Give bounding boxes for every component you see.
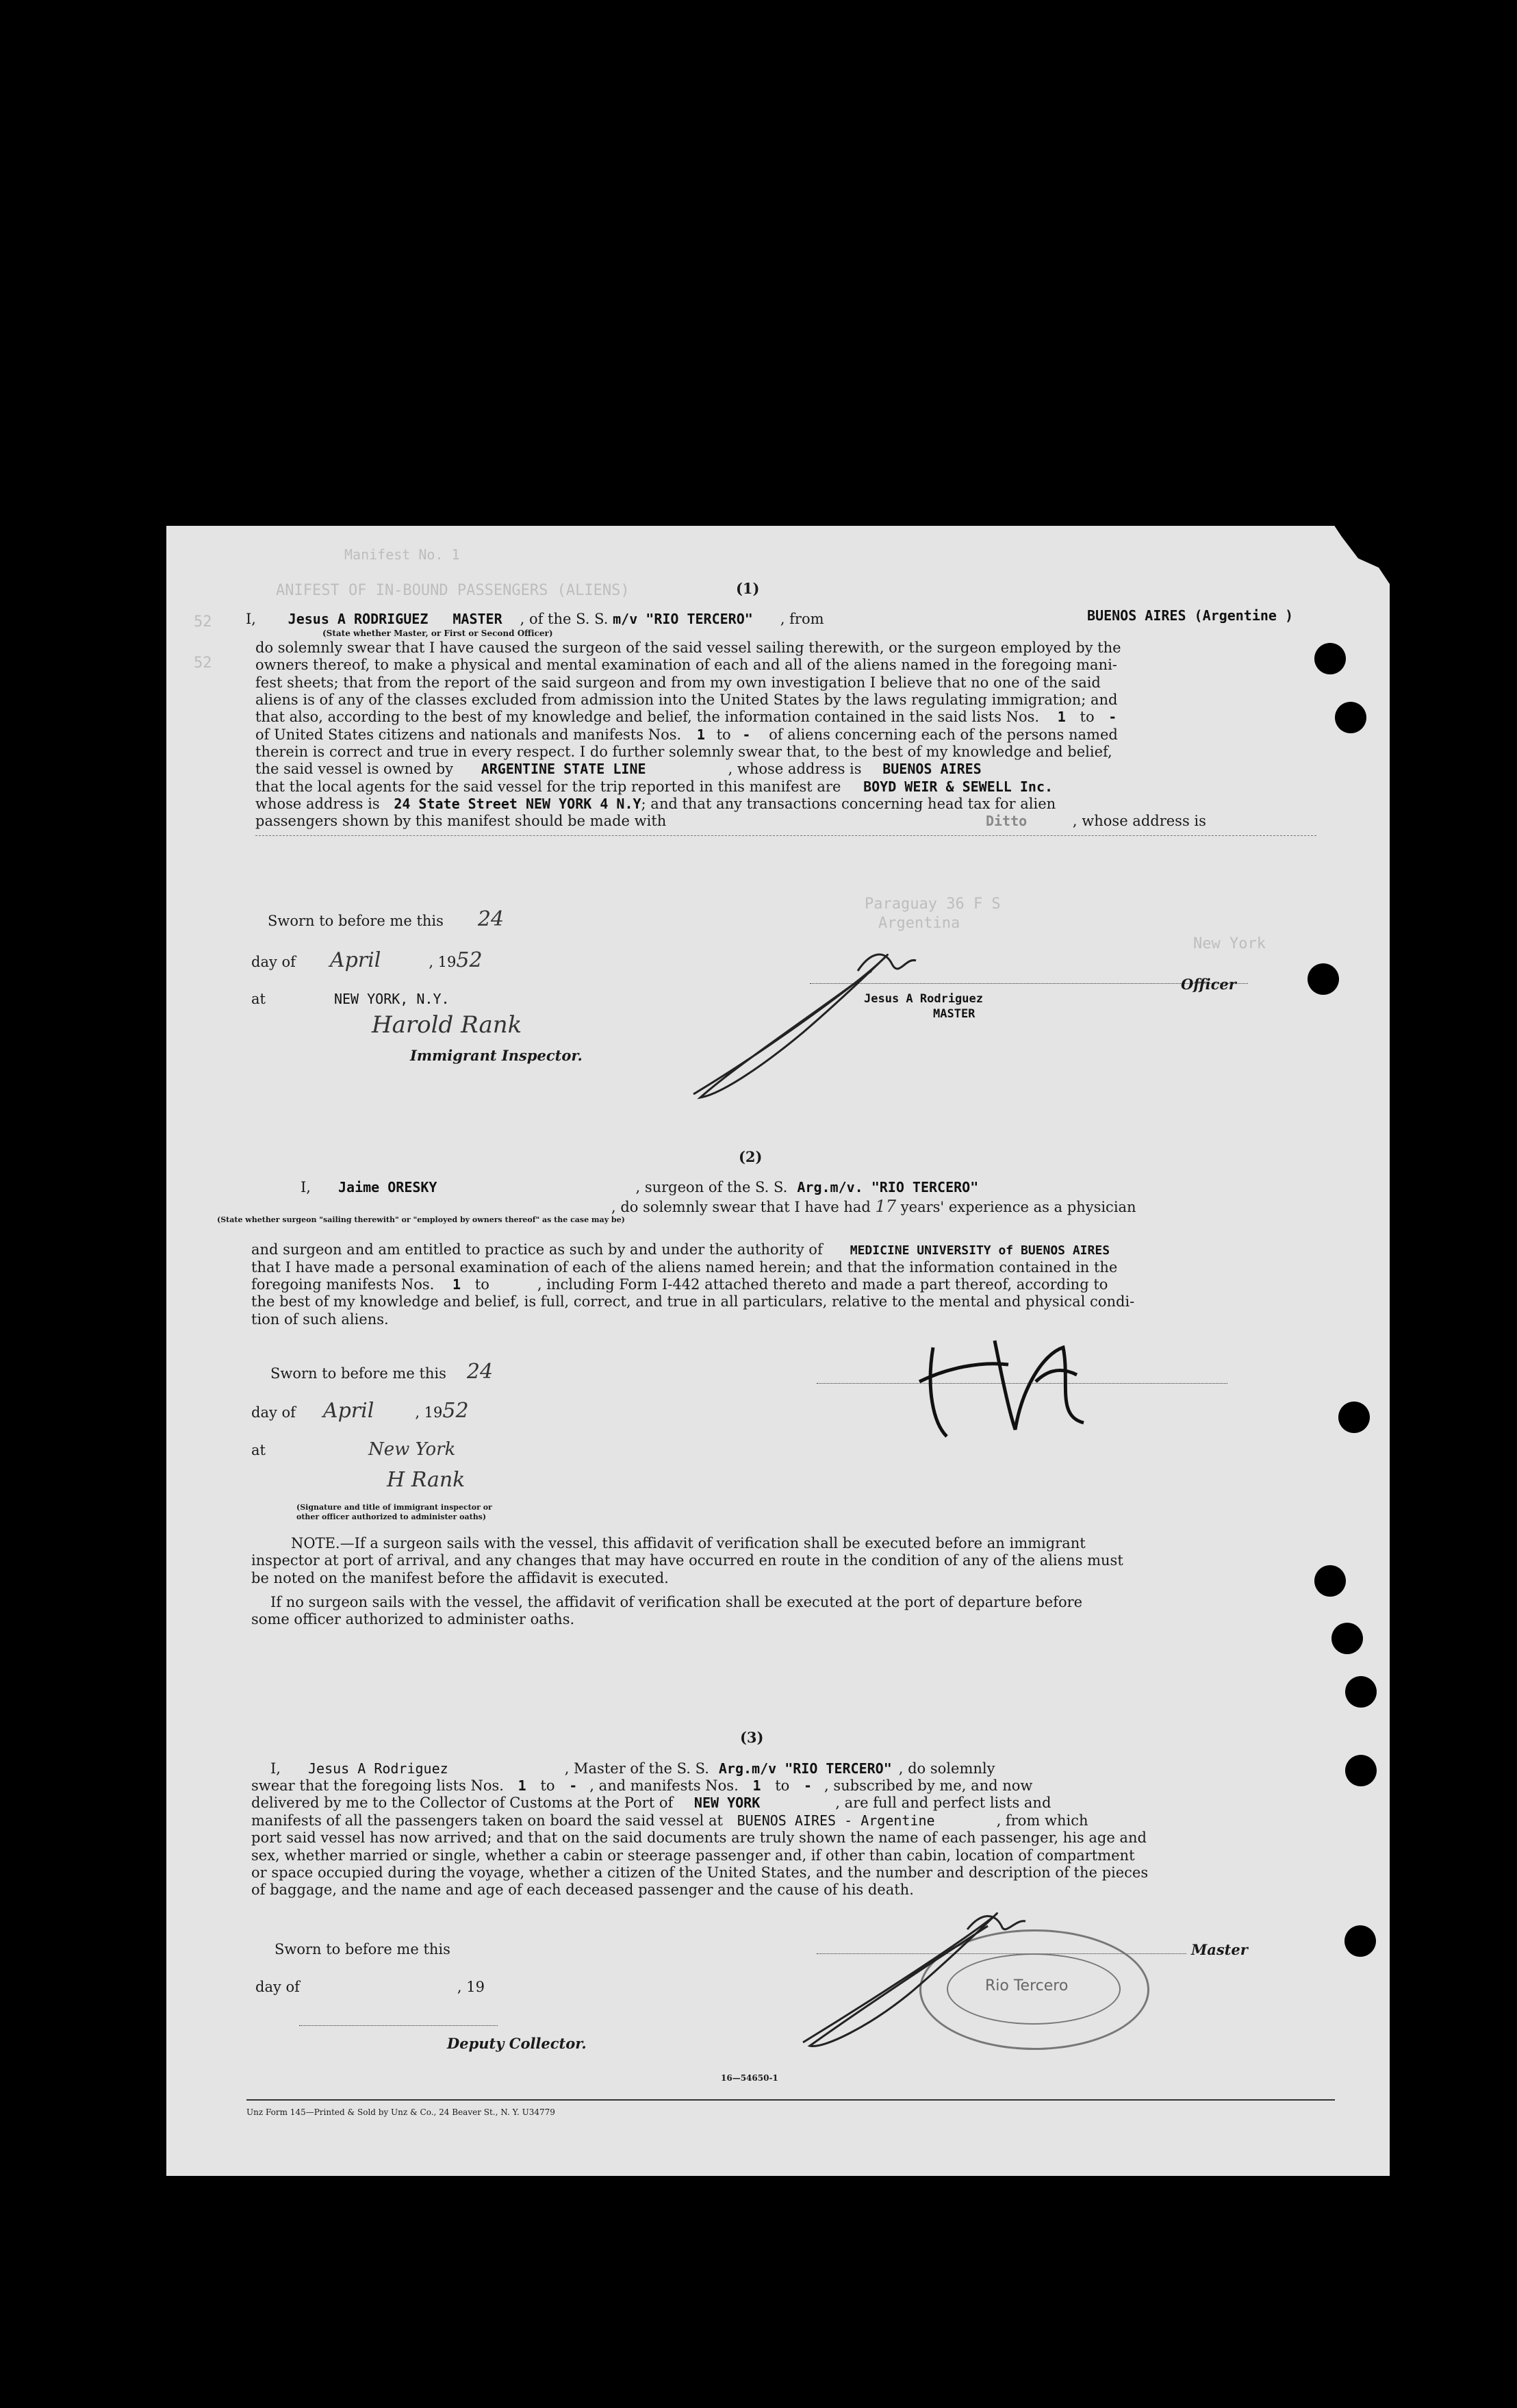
master-typed-name: Jesus A Rodriguez [864, 992, 983, 1006]
handwritten-day: 24 [477, 907, 505, 931]
binder-hole [1308, 963, 1339, 995]
bleed-through-text: New York [1193, 935, 1266, 952]
affidavit-line: passengers shown by this manifest should be made with Ditto , whose address is [255, 813, 1206, 829]
binder-hole [1344, 1925, 1376, 1957]
affidavit-line: of United States citizens and nationals and manifests Nos. 1 to - of aliens concerning each of the persons named [255, 726, 1118, 743]
affidavit-line: the said vessel is owned by ARGENTINE STATE LINE , whose address is BUENOS AIRES [255, 761, 982, 777]
note-line: inspector at port of arrival, and any changes that may have occurred en route in the condition of any of the aliens must [251, 1552, 1123, 1569]
vessel-owner: ARGENTINE STATE LINE [481, 761, 646, 777]
affidavit-line: manifests of all the passengers taken on board the said vessel at BUENOS AIRES - Argentine , from which [251, 1812, 1088, 1829]
handwritten-day: 24 [466, 1360, 494, 1384]
affidavit-line: port said vessel has now arrived; and that on the said documents are truly shown the name of each passenger, his age and [251, 1829, 1147, 1846]
field-hint: (State whether Master, or First or Second Officer) [322, 629, 553, 638]
inspector-signature: Harold Rank [372, 1011, 522, 1039]
day-of-line: day of April , 1952 [251, 1399, 469, 1423]
binder-hole [1314, 643, 1346, 674]
field-hint: other officer authorized to administer oaths) [296, 1512, 487, 1521]
binder-hole [1331, 1623, 1363, 1654]
vessel-name: Arg.m/v. "RIO TERCERO" [797, 1179, 979, 1195]
officer-label: Officer [1181, 976, 1236, 993]
master-typed-title: MASTER [933, 1007, 976, 1021]
affidavit-line: of baggage, and the name and age of each deceased passenger and the cause of his death. [251, 1881, 914, 1898]
divider [255, 835, 1316, 836]
affidavit-line: foregoing manifests Nos. 1 to , including Form I-442 attached thereto and made a part thereof, according to [251, 1276, 1108, 1293]
signature-line [299, 2025, 498, 2026]
affidavit-line: sex, whether married or single, whether a cabin or steerage passenger and, if other than cabin, location of compartment [251, 1847, 1135, 1864]
master-signature [796, 1888, 1084, 2053]
binder-hole [1342, 2198, 1373, 2229]
affidavit-line: and surgeon and am entitled to practice as such by and under the authority of MEDICINE UNIVERSITY of BUENOS AIRES [251, 1241, 1110, 1258]
field-hint: (State whether surgeon "sailing therewith" or "employed by owners thereof" as the case may be) [217, 1215, 625, 1224]
surgeon-signature [906, 1306, 1125, 1443]
affidavit-line: therein is correct and true in every respect. I do further solemnly swear that, to the best of my knowledge and belief, [255, 744, 1112, 760]
sworn-line: Sworn to before me this 24 [270, 1360, 494, 1384]
affidavit-line: the best of my knowledge and belief, is full, correct, and true in all particulars, relative to the mental and physical condi- [251, 1293, 1135, 1310]
affidavit-line: do solemnly swear that I have caused the surgeon of the said vessel sailing therewith, or the surgeon employed by the [255, 639, 1121, 656]
binder-hole [1335, 702, 1366, 733]
form-number: 16—54650-1 [721, 2073, 778, 2083]
section-number: (2) [739, 1148, 763, 1165]
note-line: be noted on the manifest before the affidavit is executed. [251, 1570, 669, 1586]
sworn-place: NEW YORK, N.Y. [333, 991, 450, 1007]
binder-hole [1345, 1755, 1377, 1786]
binder-hole [1345, 1676, 1377, 1708]
day-of-line: day of , 19 [255, 1979, 485, 1995]
footer-rule [246, 2099, 1335, 2101]
printer-imprint: Unz Form 145—Printed & Sold by Unz & Co., 24 Beaver St., N. Y. U34779 [246, 2107, 555, 2117]
vessel-name: m/v "RIO TERCERO" [613, 611, 753, 627]
at-line: at New York [251, 1439, 456, 1460]
affidavit-line: whose address is 24 State Street NEW YORK 4 N.Y; and that any transactions concerning head tax for alien [255, 796, 1056, 812]
section-number: (3) [740, 1729, 764, 1746]
affidavit-line: that also, according to the best of my knowledge and belief, the information contained in the said lists Nos. 1 to - [255, 709, 1117, 725]
handwritten-place: New York [368, 1439, 456, 1460]
sworn-line: Sworn to before me this 24 [268, 907, 505, 931]
section-number: (1) [736, 580, 760, 597]
licensing-authority: MEDICINE UNIVERSITY of BUENOS AIRES [850, 1243, 1110, 1258]
deputy-label: Deputy Collector. [447, 2035, 587, 2052]
master-signature [680, 930, 1022, 1108]
inspector-label: Immigrant Inspector. [410, 1047, 583, 1064]
departure-port: BUENOS AIRES (Argentine ) [1087, 607, 1294, 624]
affidavit-line: I, Jesus A Rodriguez , Master of the S. S. Arg.m/v "RIO TERCERO" , do solemnly [270, 1760, 995, 1777]
affidavit-line: that the local agents for the said vessel for the trip reported in this manifest are BOYD WEIR & SEWELL Inc. [255, 778, 1054, 795]
note-line: If no surgeon sails with the vessel, the affidavit of verification shall be executed at the port of departure before [270, 1594, 1083, 1610]
master-label: Master [1191, 1941, 1248, 1958]
stamp-text: Rio Tercero [985, 1977, 1069, 1994]
bleed-through-text: Argentina [878, 915, 960, 932]
affidavit-line: tion of such aliens. [251, 1311, 389, 1328]
sworn-line: Sworn to before me this [275, 1941, 450, 1957]
affidavit-line: delivered by me to the Collector of Customs at the Port of NEW YORK , are full and perfect lists and [251, 1795, 1051, 1811]
agent-address: 24 State Street NEW YORK 4 N.Y [394, 796, 641, 812]
handwritten-month: April [329, 948, 381, 972]
affidavit-line: swear that the foregoing lists Nos. 1 to - , and manifests Nos. 1 to - , subscribed by me, and now [251, 1777, 1033, 1794]
affidavit-line: or space occupied during the voyage, whether a citizen of the United States, and the number and description of the pieces [251, 1864, 1149, 1881]
note-line: some officer authorized to administer oaths. [251, 1611, 575, 1627]
affidavit-line: , do solemnly swear that I have had 17 years' experience as a physician [611, 1197, 1136, 1216]
bleed-through-text: 52 [194, 655, 212, 672]
local-agents: BOYD WEIR & SEWELL Inc. [863, 778, 1054, 795]
handwritten-month: April [322, 1399, 374, 1423]
vessel-name: Arg.m/v "RIO TERCERO" [718, 1760, 892, 1777]
surgeon-name: Jaime ORESKY [337, 1179, 437, 1195]
years-experience: 17 [875, 1197, 897, 1216]
affidavit-line: aliens is of any of the classes excluded from admission into the United States by the laws regulating immigration; and [255, 692, 1118, 708]
manifest-page [166, 526, 1390, 2176]
field-hint: (Signature and title of immigrant inspector or [296, 1503, 492, 1512]
owner-address: BUENOS AIRES [882, 761, 982, 777]
binder-hole [1314, 1565, 1346, 1597]
day-of-line: day of April , 1952 [251, 948, 483, 972]
affidavit-line: fest sheets; that from the report of the said surgeon and from my own investigation I believe that no one of the said [255, 674, 1101, 691]
arrival-port: NEW YORK [693, 1795, 761, 1811]
bleed-through-text: ANIFEST OF IN-BOUND PASSENGERS (ALIENS) [276, 582, 630, 599]
master-name: Jesus A Rodriguez [307, 1760, 448, 1777]
affidavit-line: owners thereof, to make a physical and mental examination of each and all of the aliens named in the foregoing mani- [255, 657, 1117, 673]
officer-rank: MASTER [452, 611, 502, 627]
affidavit-line: I, Jaime ORESKY , surgeon of the S. S. Arg.m/v. "RIO TERCERO" [301, 1179, 979, 1195]
master-name: Jesus A RODRIGUEZ [288, 611, 429, 627]
bleed-through-text: Manifest No. 1 [344, 546, 460, 563]
bleed-through-text: Paraguay 36 F S [865, 896, 1001, 913]
affidavit-line: I, Jesus A RODRIGUEZ MASTER , of the S. S. m/v "RIO TERCERO" , from [246, 611, 824, 627]
affidavit-line: that I have made a personal examination of each of the aliens named herein; and that the information contained in the [251, 1259, 1118, 1276]
note-line: NOTE.—If a surgeon sails with the vessel, this affidavit of verification shall be executed before an immigrant [291, 1535, 1086, 1551]
embarkation-port: BUENOS AIRES - Argentine [737, 1812, 935, 1829]
inspector-signature: H Rank [387, 1468, 466, 1492]
binder-hole [1338, 1402, 1370, 1433]
at-line: at NEW YORK, N.Y. [251, 991, 450, 1007]
bleed-through-text: 52 [194, 613, 212, 631]
